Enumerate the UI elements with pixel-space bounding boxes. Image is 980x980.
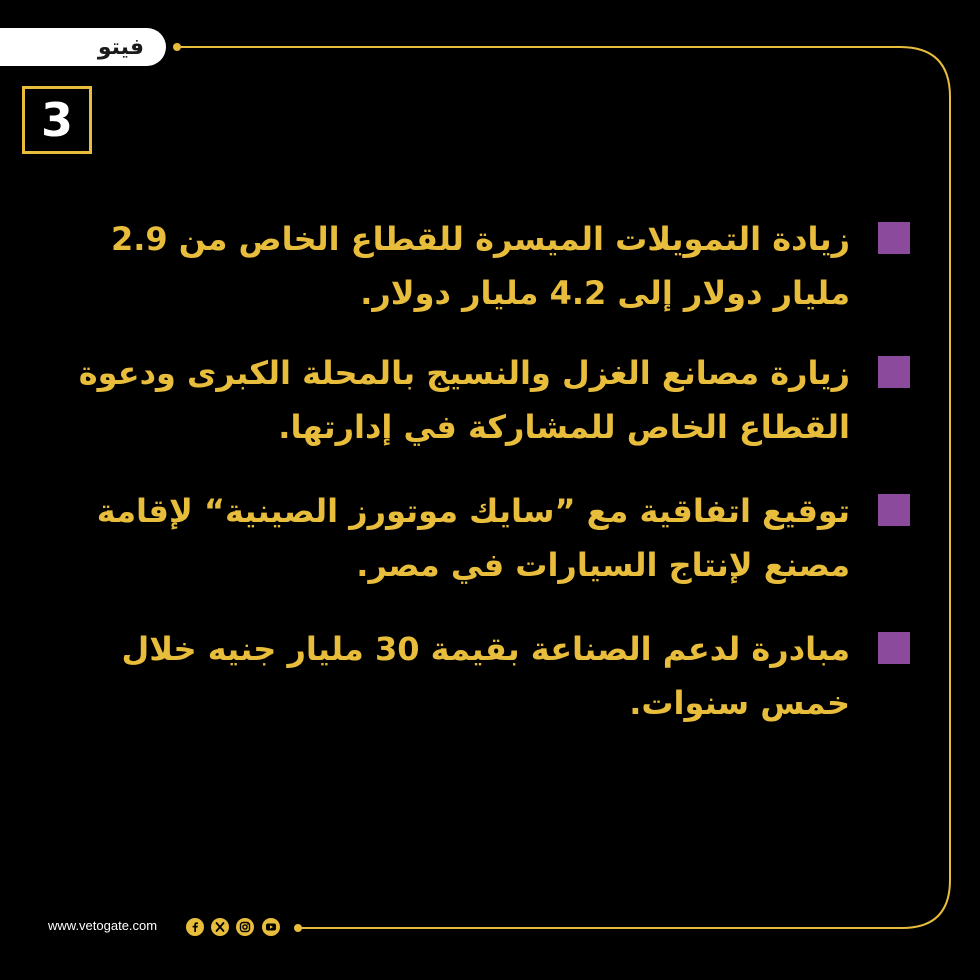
- brand-logo: فيتو: [97, 34, 144, 60]
- slide-number-box: [22, 86, 92, 154]
- x-icon[interactable]: [211, 918, 229, 936]
- youtube-icon[interactable]: [262, 918, 280, 936]
- slide-number: 3: [40, 93, 73, 147]
- bullet-item: [50, 484, 910, 592]
- bullet-square-icon: [878, 494, 910, 526]
- bullet-square-icon: [878, 632, 910, 664]
- website-link[interactable]: www.vetogate.com: [48, 918, 158, 933]
- bullet-item: [50, 622, 910, 730]
- logo-tab[interactable]: [0, 28, 166, 66]
- bullet-item: [50, 212, 910, 320]
- bullet-square-icon: [878, 222, 910, 254]
- bullet-text: مبادرة لدعم الصناعة بقيمة 30 مليار جنيه خلال خمس سنوات.: [121, 630, 850, 722]
- facebook-icon[interactable]: [186, 918, 204, 936]
- bullet-item: [50, 346, 910, 454]
- bullet-text: زيارة مصانع الغزل والنسيج بالمحلة الكبرى ودعوة القطاع الخاص للمشاركة في إدارتها.: [78, 354, 850, 446]
- frame-dot-top: [173, 43, 181, 51]
- instagram-icon[interactable]: [236, 918, 254, 936]
- bullet-text: زيادة التمويلات الميسرة للقطاع الخاص من 2.9 مليار دولار إلى 4.2 مليار دولار.: [110, 220, 850, 312]
- frame-dot-bottom: [294, 924, 302, 932]
- bullet-square-icon: [878, 356, 910, 388]
- bullet-text: توقيع اتفاقية مع ”سايك موتورز الصينية“ لإقامة مصنع لإنتاج السيارات في مصر.: [96, 492, 850, 584]
